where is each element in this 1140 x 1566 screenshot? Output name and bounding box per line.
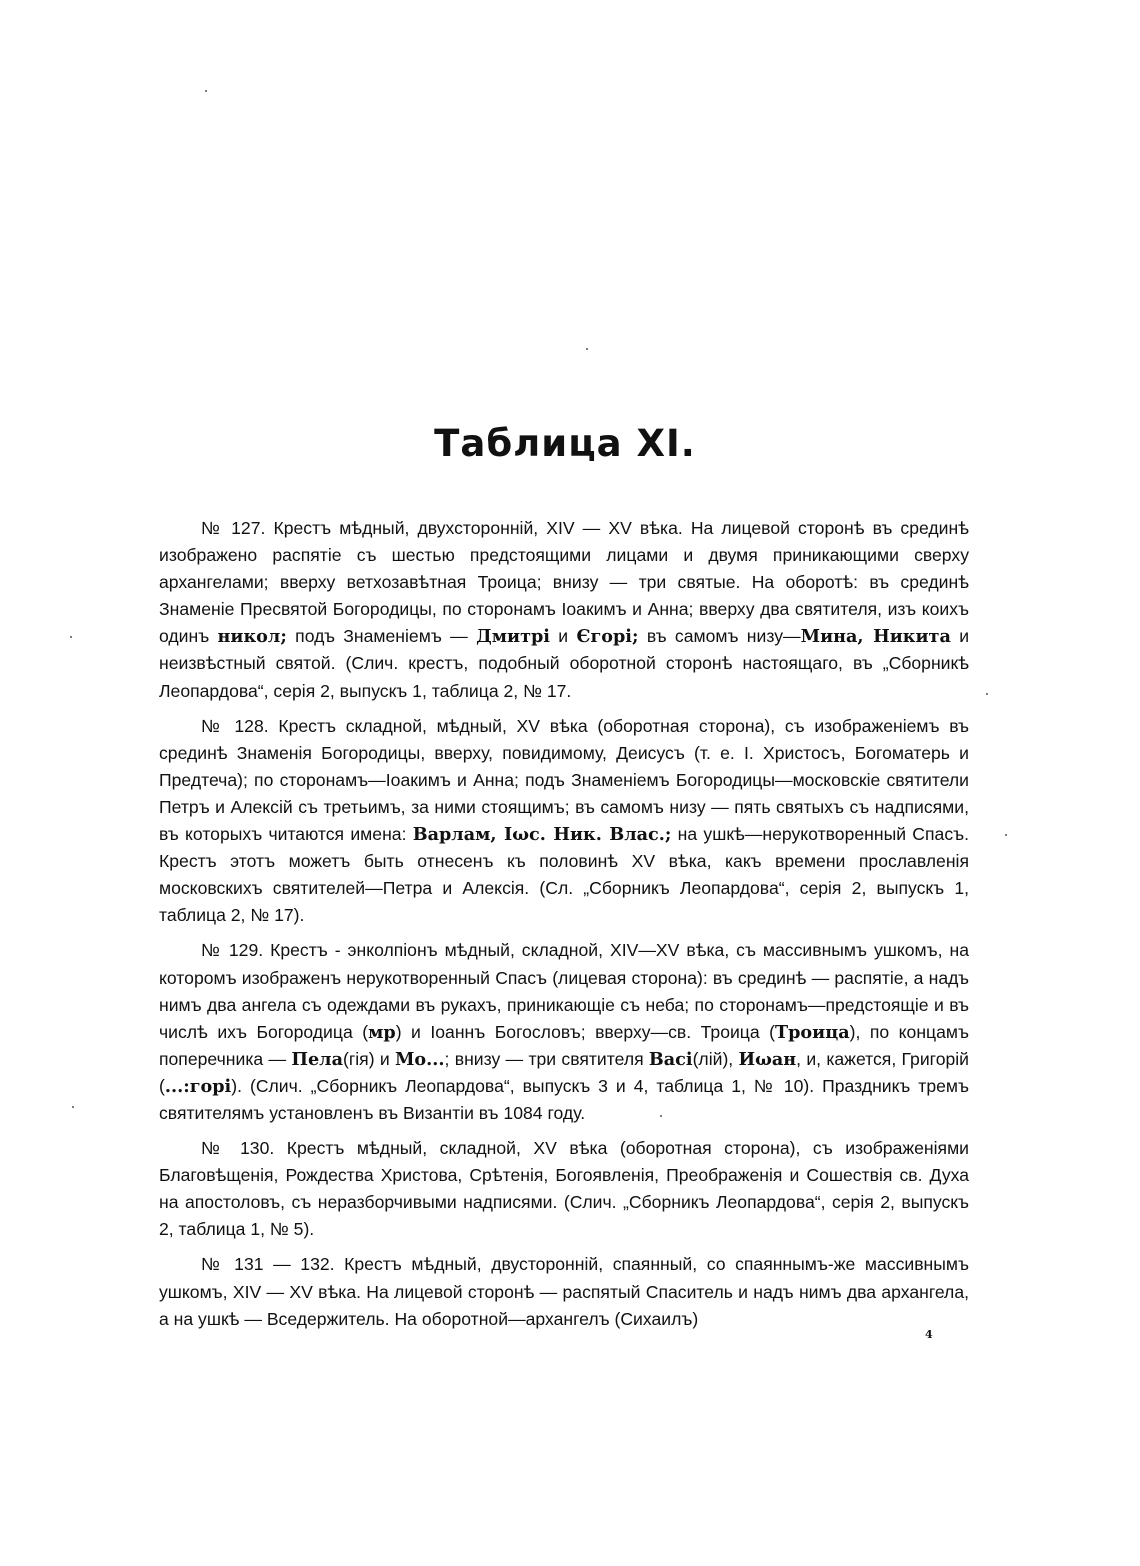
church-slavonic-inscription: Иωан <box>738 1048 797 1070</box>
catalog-entries <box>159 515 969 1341</box>
entry-text: (лій), <box>692 1048 739 1069</box>
church-slavonic-inscription: Мина, Никита <box>800 626 951 648</box>
church-slavonic-inscription: Пела <box>291 1048 343 1070</box>
entry-text: ) и Іоаннъ Богословъ; вверху—св. Троица ( <box>395 1021 776 1042</box>
paper-speck <box>1005 834 1007 836</box>
paper-speck <box>72 1106 74 1108</box>
entry-text: и неизвѣстный святой. (Слич. крестъ, подобный оборотной сторонѣ настоящаго, въ „Сборникѣ Леопардова“, серія 2, выпускъ 1, таблица 2, № 17. <box>159 626 970 701</box>
entry-text: , и, кажется, Григорій ( <box>159 1048 969 1096</box>
catalog-entry-128 <box>159 713 969 930</box>
page-number: 4 <box>925 1328 933 1341</box>
entry-text: ). (Слич. „Сборникъ Леопардова“, выпускъ 3 и 4, таблица 1, № 10). Праздникъ тремъ святителямъ установленъ въ Византіи въ 1084 году. <box>159 1075 969 1123</box>
entry-text: ; внизу — три святителя <box>444 1048 649 1069</box>
church-slavonic-inscription: Варлам, Іωс. Ник. Влас.; <box>412 824 672 846</box>
entry-text: подъ Знаменіемъ — <box>286 626 477 647</box>
church-slavonic-inscription: Васі <box>648 1048 693 1070</box>
entry-text: № 131 — 132. Крестъ мѣдный, двусторонній, спаянный, со спаяннымъ-же массивнымъ ушкомъ, XIV — XV вѣка. На лицевой сторонѣ — распятый Спаситель и надъ нимъ два архангела, а на ушкѣ — Вседержитель. На оборотной—архангелъ (Сихаилъ) <box>159 1254 969 1329</box>
catalog-entry-127 <box>159 515 969 705</box>
entry-text: № 127. Крестъ мѣдный, двухсторонній, XIV — XV вѣка. На лицевой сторонѣ въ срединѣ изображено распятіе съ шестью предстоящими лицами и двумя приникающими сверху архангелами; вверху ветхозавѣтная Троица; внизу — три святые. На оборотѣ: въ срединѣ Знаменіе Пресвятой Богородицы, по сторонамъ Іоакимъ и Анна; вверху два святителя, изъ коихъ одинъ <box>159 518 969 647</box>
paper-speck <box>986 693 988 695</box>
entry-text: № 128. Крестъ складной, мѣдный, XV вѣка (оборотная сторона), съ изображеніемъ въ срединѣ Знаменія Богородицы, вверху, повидимому, Деисусъ (т. е. І. Христосъ, Богоматерь и Предтеча); по сторонамъ—Іоакимъ и Анна; подъ Знаменіемъ Богородицы—московскіе святители Петръ и Алексій съ третьимъ, за ними стоящимъ; въ самомъ низу — пять святыхъ съ надписями, въ которыхъ читаются имена: <box>159 715 969 845</box>
paper-speck <box>205 90 207 92</box>
church-slavonic-inscription: мр <box>368 1021 396 1043</box>
church-slavonic-inscription: Дмитрі <box>476 626 550 648</box>
church-slavonic-inscription: никол; <box>217 626 287 648</box>
paper-speck <box>70 636 72 638</box>
entry-text: въ самомъ низу— <box>638 626 801 647</box>
entry-text: (гія) и <box>342 1048 395 1069</box>
entry-text: и <box>549 626 577 647</box>
church-slavonic-inscription: Троица <box>775 1021 850 1043</box>
church-slavonic-inscription: ...:горі <box>164 1075 232 1097</box>
page-title: Таблица XI. <box>434 422 696 465</box>
entry-text: № 130. Крестъ мѣдный, складной, XV вѣка (оборотная сторона), съ изображеніями Благовѣщенія, Рождества Христова, Срѣтенія, Богоявленія, Преображенія и Сошествія св. Духа на апостоловъ, съ неразборчивыми надписями. (Слич. „Сборникъ Леопардова“, серія 2, выпускъ 2, таблица 1, № 5). <box>159 1138 969 1240</box>
church-slavonic-inscription: Мо... <box>394 1048 445 1070</box>
entry-text: на ушкѣ—нерукотворенный Спасъ. Крестъ этотъ можетъ быть отнесенъ къ половинѣ XV вѣка, какъ времени прославленія московскихъ святителей—Петра и Алексія. (Сл. „Сборникъ Леопардова“, серія 2, выпускъ 1, таблица 2, № 17). <box>159 824 970 926</box>
entry-text: ), по концамъ поперечника — <box>159 1021 970 1069</box>
catalog-entry-130 <box>159 1135 969 1243</box>
paper-speck <box>586 348 588 350</box>
catalog-entry-131-132 <box>159 1251 969 1332</box>
church-slavonic-inscription: Єгорі; <box>576 626 639 648</box>
entry-text: № 129. Крестъ - энколпіонъ мѣдный, складной, XIV—XV вѣка, съ массивнымъ ушкомъ, на которомъ изображенъ нерукотворенный Спасъ (лицевая сторона): въ срединѣ — распятіе, а надъ нимъ два ангела съ одеждами въ рукахъ, приникающіе съ неба; по сторонамъ—предстоящіе и въ числѣ ихъ Богородица ( <box>159 940 969 1042</box>
catalog-entry-129 <box>159 937 969 1127</box>
